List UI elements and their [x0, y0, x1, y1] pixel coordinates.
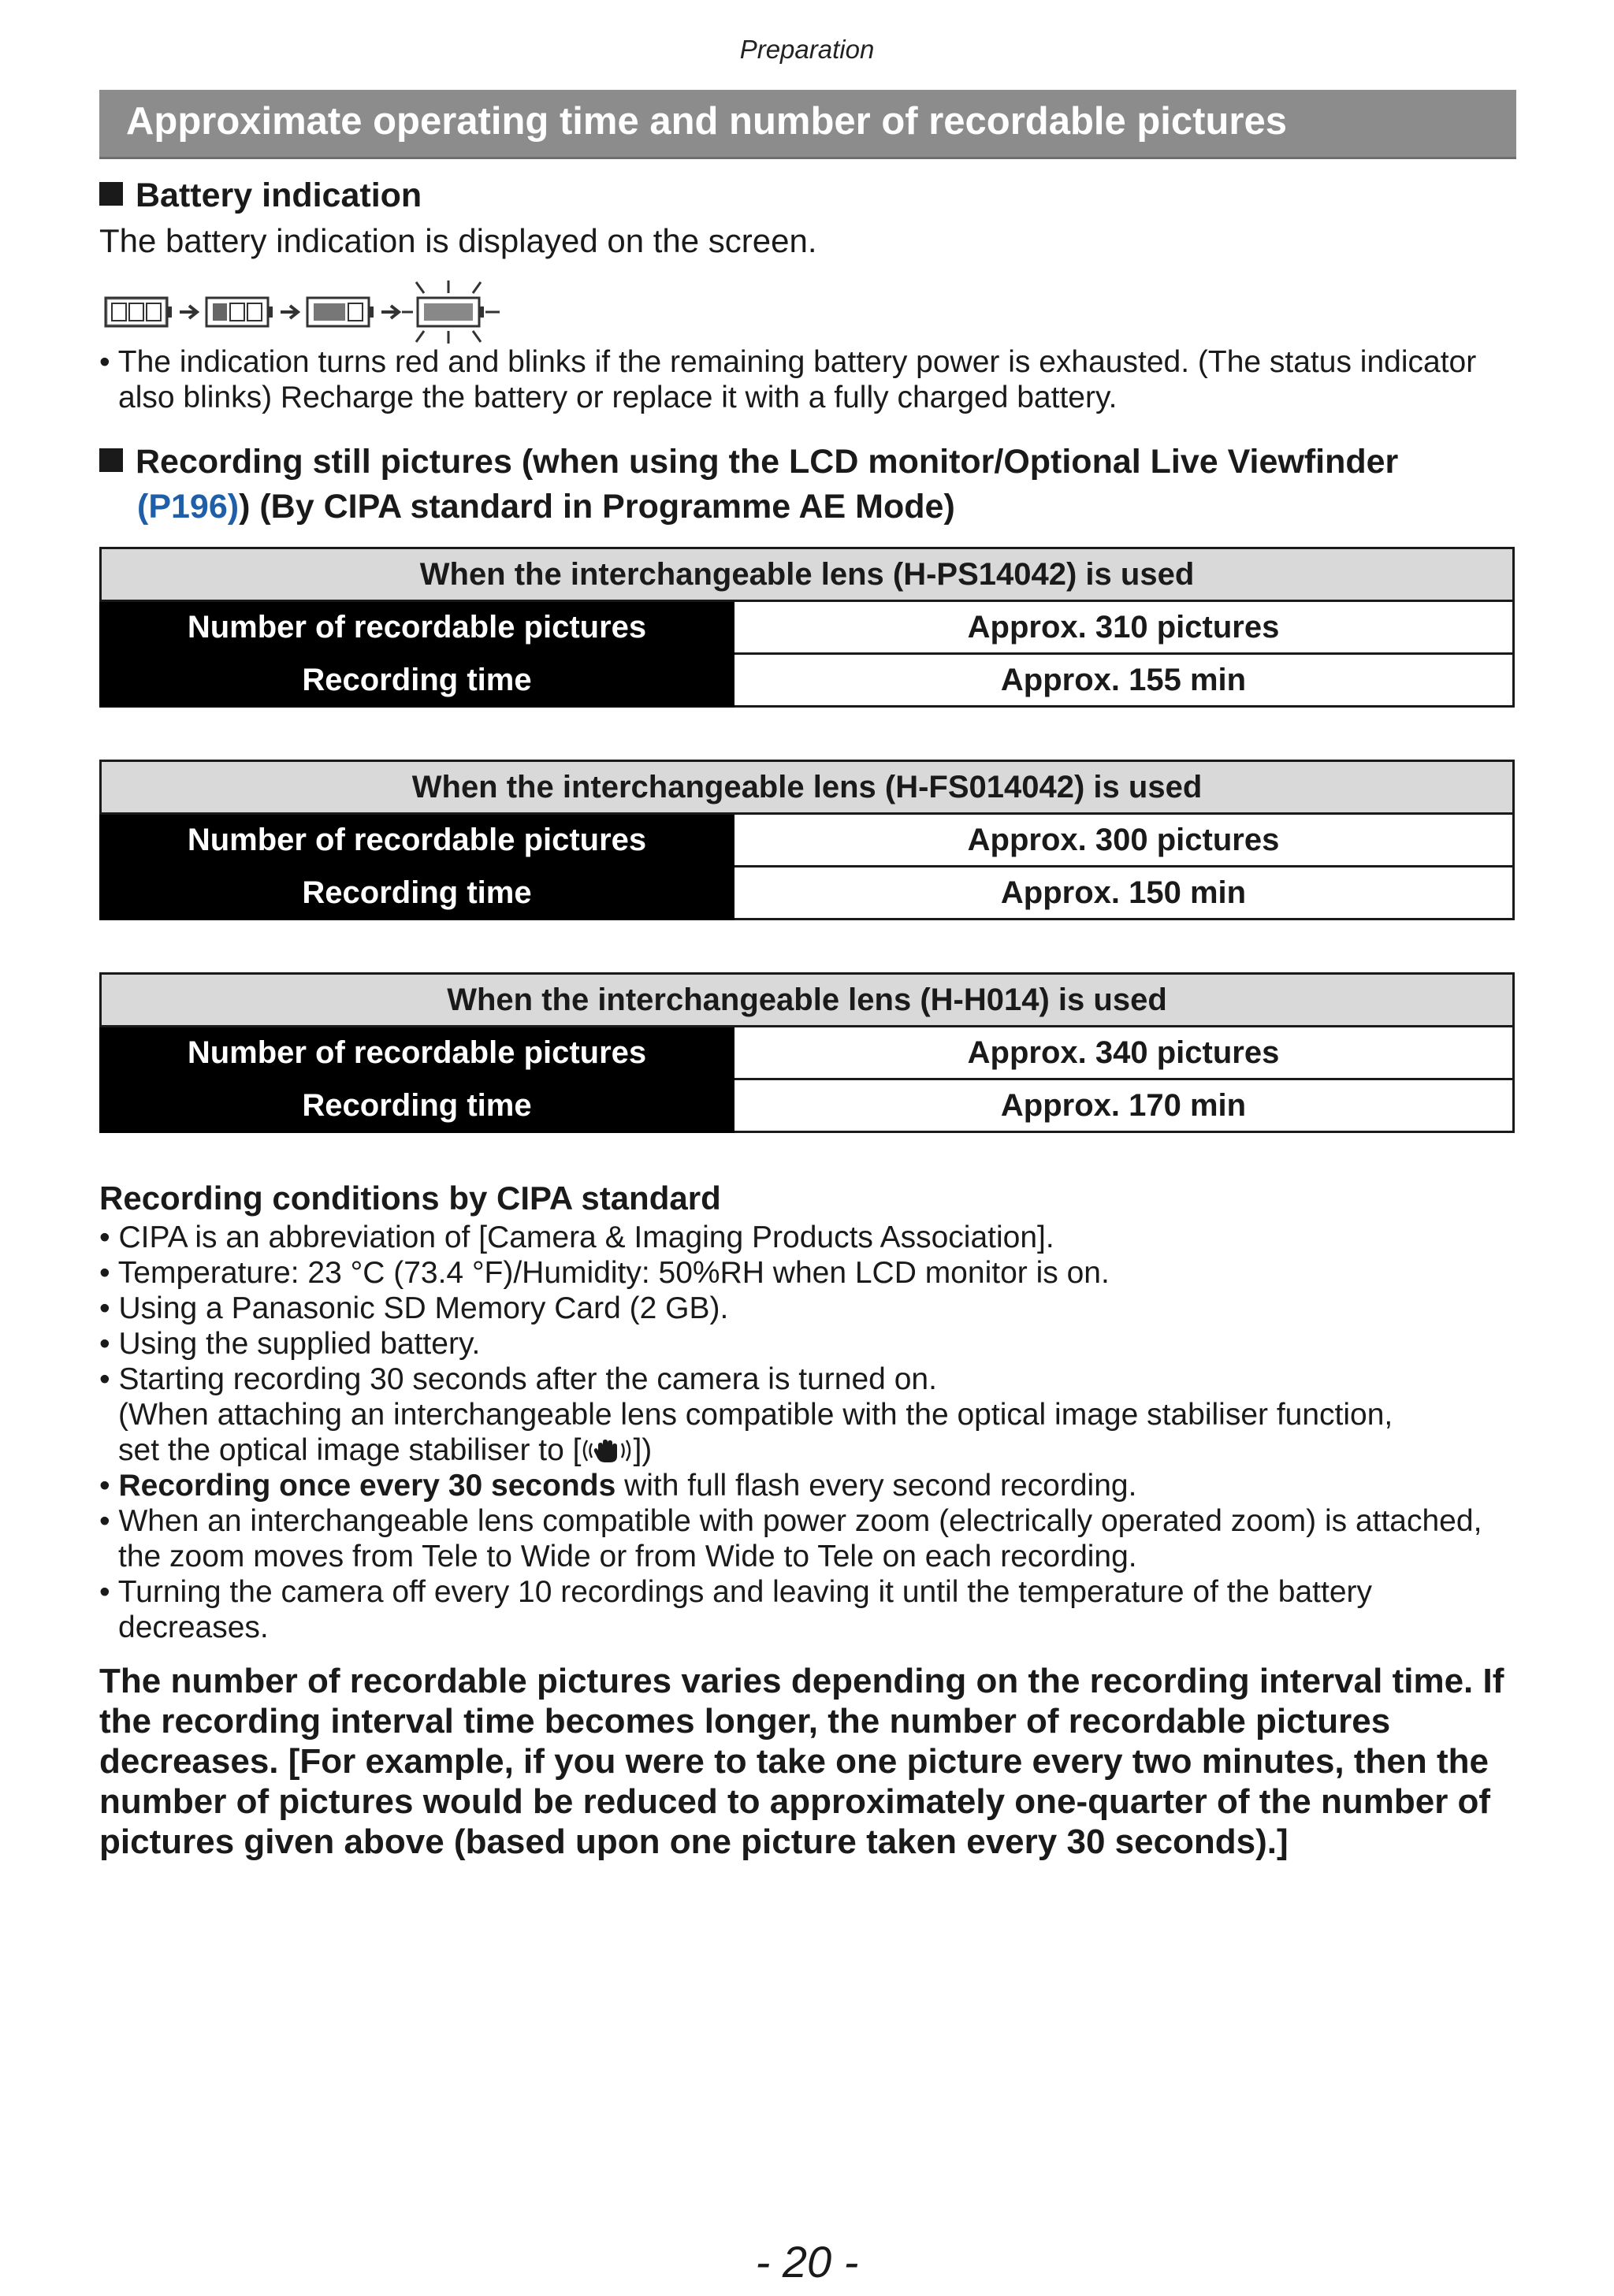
running-header: Preparation: [739, 35, 875, 64]
section-title: Approximate operating time and number of recordable pictures: [126, 100, 1287, 143]
condition-item: • Recording once every 30 seconds with full flash every second recording.: [99, 1469, 1137, 1503]
battery-description: The battery indication is displayed on the screen.: [99, 222, 817, 259]
arrow-right-icon: [381, 306, 399, 318]
table-caption: When the interchangeable lens (H-H014) is used: [101, 974, 1514, 1027]
row-value: Approx. 155 min: [734, 654, 1514, 707]
final-note: The number of recordable pictures varies depending on the recording interval time. If the recording interval time becomes longer, the number of recordable pictures decreases. [For example, if you were to take one picture every two minutes, then the number of pictures would be reduced to approximately one-quarter of the number of pictures given above (based upon one picture taken every 30 seconds).]: [99, 1662, 1504, 1861]
battery-sequence-graphic: [102, 277, 528, 345]
battery-heading: Battery indication: [99, 176, 422, 215]
battery-indicator-sequence: [102, 277, 528, 349]
row-label: Recording time: [101, 654, 734, 707]
page-link-p196[interactable]: (P196): [137, 488, 240, 526]
condition-item: • Starting recording 30 seconds after the camera is turned on. (When attaching an interchangeable lens compatible with the optical image stabiliser function, set the optical image stabiliser to [ ]): [99, 1362, 1393, 1467]
battery-note: • The indication turns red and blinks if the remaining battery power is exhausted. (The status indicator also blinks) Recharge the battery or replace it with a fully charged battery.: [99, 345, 1477, 414]
arrow-right-icon: [180, 306, 197, 318]
battery-full-icon: [106, 298, 172, 326]
condition-item: • Temperature: 23 °C (73.4 °F)/Humidity: 50%RH when LCD monitor is on.: [99, 1256, 1110, 1290]
square-bullet-icon: [99, 182, 123, 206]
condition-item: • Turning the camera off every 10 recordings and leaving it until the temperature of the battery decreases.: [99, 1575, 1373, 1644]
condition-item: • Using a Panasonic SD Memory Card (2 GB).: [99, 1291, 729, 1325]
row-label: Number of recordable pictures: [101, 601, 734, 654]
recording-heading: Recording still pictures (when using the LCD monitor/Optional Live Viewfinder (P196)) (By CIPA standard in Programme AE Mode): [99, 440, 1518, 529]
row-value: Approx. 170 min: [734, 1079, 1514, 1132]
table-caption: When the interchangeable lens (H-FS014042) is used: [101, 761, 1514, 814]
row-value: Approx. 150 min: [734, 867, 1514, 920]
battery-one-third-icon: [307, 298, 374, 326]
spec-table-h-h014: [99, 972, 1515, 1133]
row-value: Approx. 300 pictures: [734, 814, 1514, 867]
row-value: Approx. 310 pictures: [734, 601, 1514, 654]
table-caption: When the interchangeable lens (H-PS14042) is used: [101, 548, 1514, 601]
row-label: Number of recordable pictures: [101, 814, 734, 867]
row-label: Number of recordable pictures: [101, 1027, 734, 1079]
battery-two-thirds-icon: [206, 298, 273, 326]
square-bullet-icon: [99, 448, 123, 472]
condition-item: • When an interchangeable lens compatible with power zoom (electrically operated zoom) is attached, the zoom moves from Tele to Wide or from Wide to Tele on each recording.: [99, 1504, 1482, 1573]
battery-empty-blinking-icon: [402, 280, 500, 344]
arrow-right-icon: [281, 306, 298, 318]
spec-table-h-fs014042: [99, 760, 1515, 920]
page-number: - 20 -: [755, 2237, 859, 2287]
conditions-heading: Recording conditions by CIPA standard: [99, 1180, 721, 1217]
spec-table-h-ps14042: [99, 547, 1515, 708]
stabiliser-hand-icon: [581, 1436, 633, 1466]
condition-item: • CIPA is an abbreviation of [Camera & Imaging Products Association].: [99, 1220, 1054, 1254]
row-label: Recording time: [101, 867, 734, 920]
condition-item: • Using the supplied battery.: [99, 1327, 481, 1361]
row-value: Approx. 340 pictures: [734, 1027, 1514, 1079]
section-title-bar: [99, 90, 1516, 159]
row-label: Recording time: [101, 1079, 734, 1132]
